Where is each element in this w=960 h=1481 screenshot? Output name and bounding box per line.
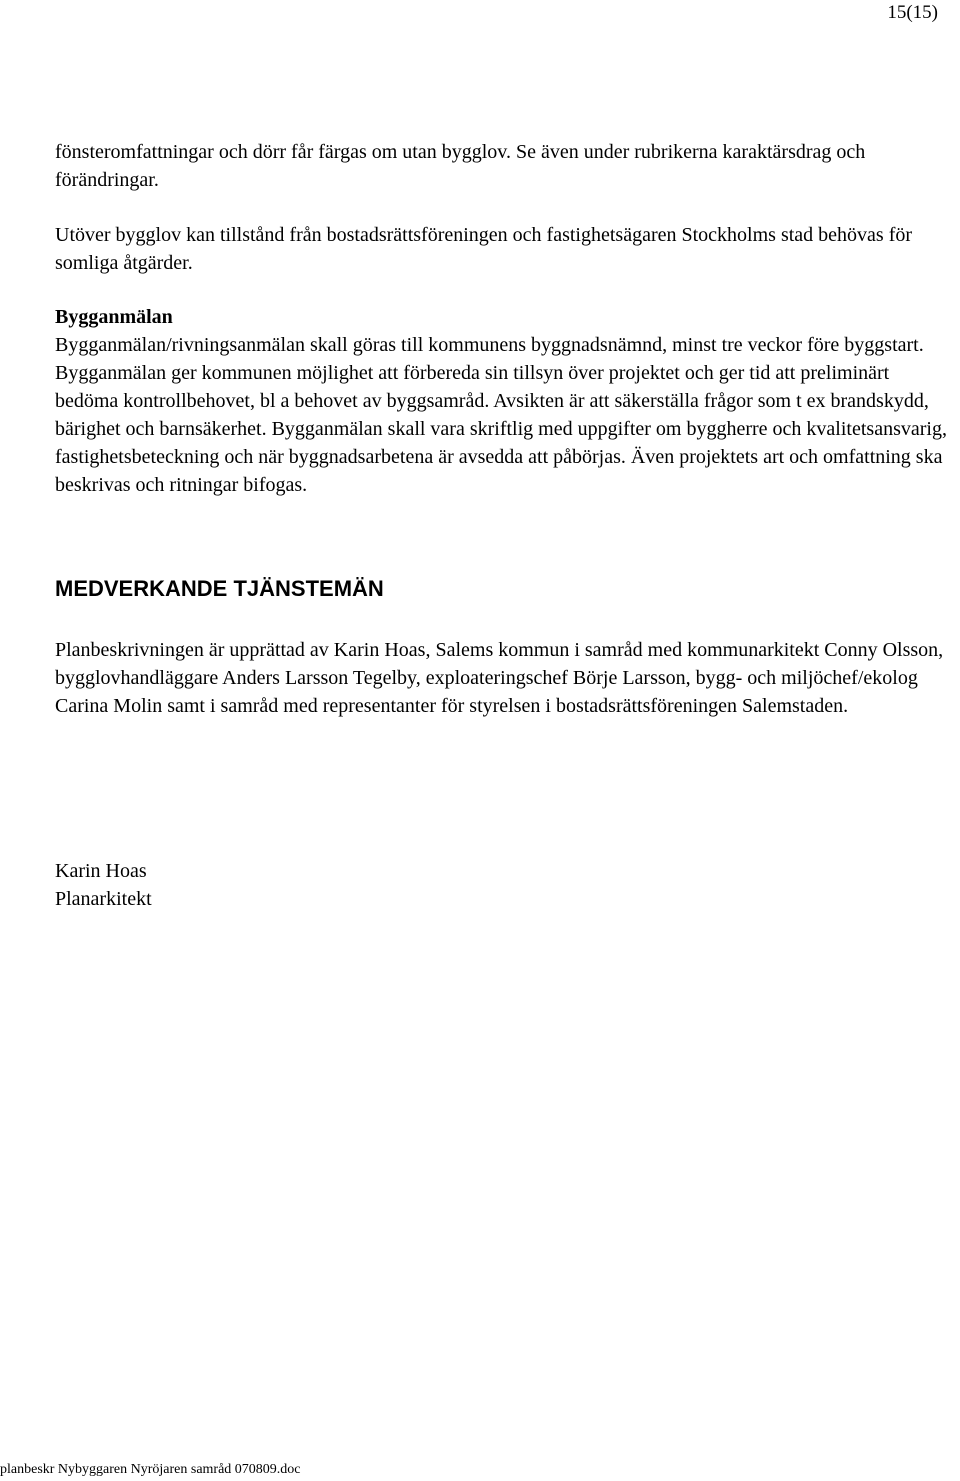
- footer-filename: planbeskr Nybyggaren Nyröjaren samråd 070809.doc: [0, 1462, 301, 1477]
- paragraph-bygganmalan: Bygganmälan/rivningsanmälan skall göras till kommunens byggnadsnämnd, minst tre veckor före byggstart. Bygganmälan ger kommunen möjlighet att förbereda sin tillsyn över projektet och ger tid att preliminärt bedöma kontrollbehovet, bl a behovet av byggsamråd. Avsikten är att säkerställa frågor som t ex brandskydd, bärighet och barnsäkerhet. Bygganmälan skall vara skriftlig med uppgifter om byggherre och kvalitetsansvarig, fastighetsbeteckning och när byggnadsarbetena är avsedda att påbörjas. Även projektets art och omfattning ska beskrivas och ritningar bifogas.: [55, 334, 947, 496]
- paragraph-facade-colors: fönsteromfattningar och dörr får färgas om utan bygglov. Se även under rubrikerna karaktärsdrag och förändringar.: [55, 141, 866, 191]
- bygganmalan-heading: Bygganmälan: [55, 306, 173, 328]
- paragraph-additional-permits: Utöver bygglov kan tillstånd från bostadsrättsföreningen och fastighetsägaren Stockholms stad behövas för somliga åtgärder.: [55, 224, 913, 274]
- page-number: 15(15): [887, 2, 938, 23]
- section-heading-officials: MEDVERKANDE TJÄNSTEMÄN: [55, 576, 384, 601]
- signature-name: Karin Hoas: [55, 860, 147, 882]
- paragraph-officials: Planbeskrivningen är upprättad av Karin Hoas, Salems kommun i samråd med kommunarkitekt Conny Olsson, bygglovhandläggare Anders Larsson Tegelby, exploateringschef Börje Larsson, bygg- och miljöchef/ekolog Carina Molin samt i samråd med representanter för styrelsen i bostadsrättsföreningen Salemstaden.: [55, 639, 944, 717]
- signature-title: Planarkitekt: [55, 888, 152, 910]
- signature-block: [55, 857, 152, 913]
